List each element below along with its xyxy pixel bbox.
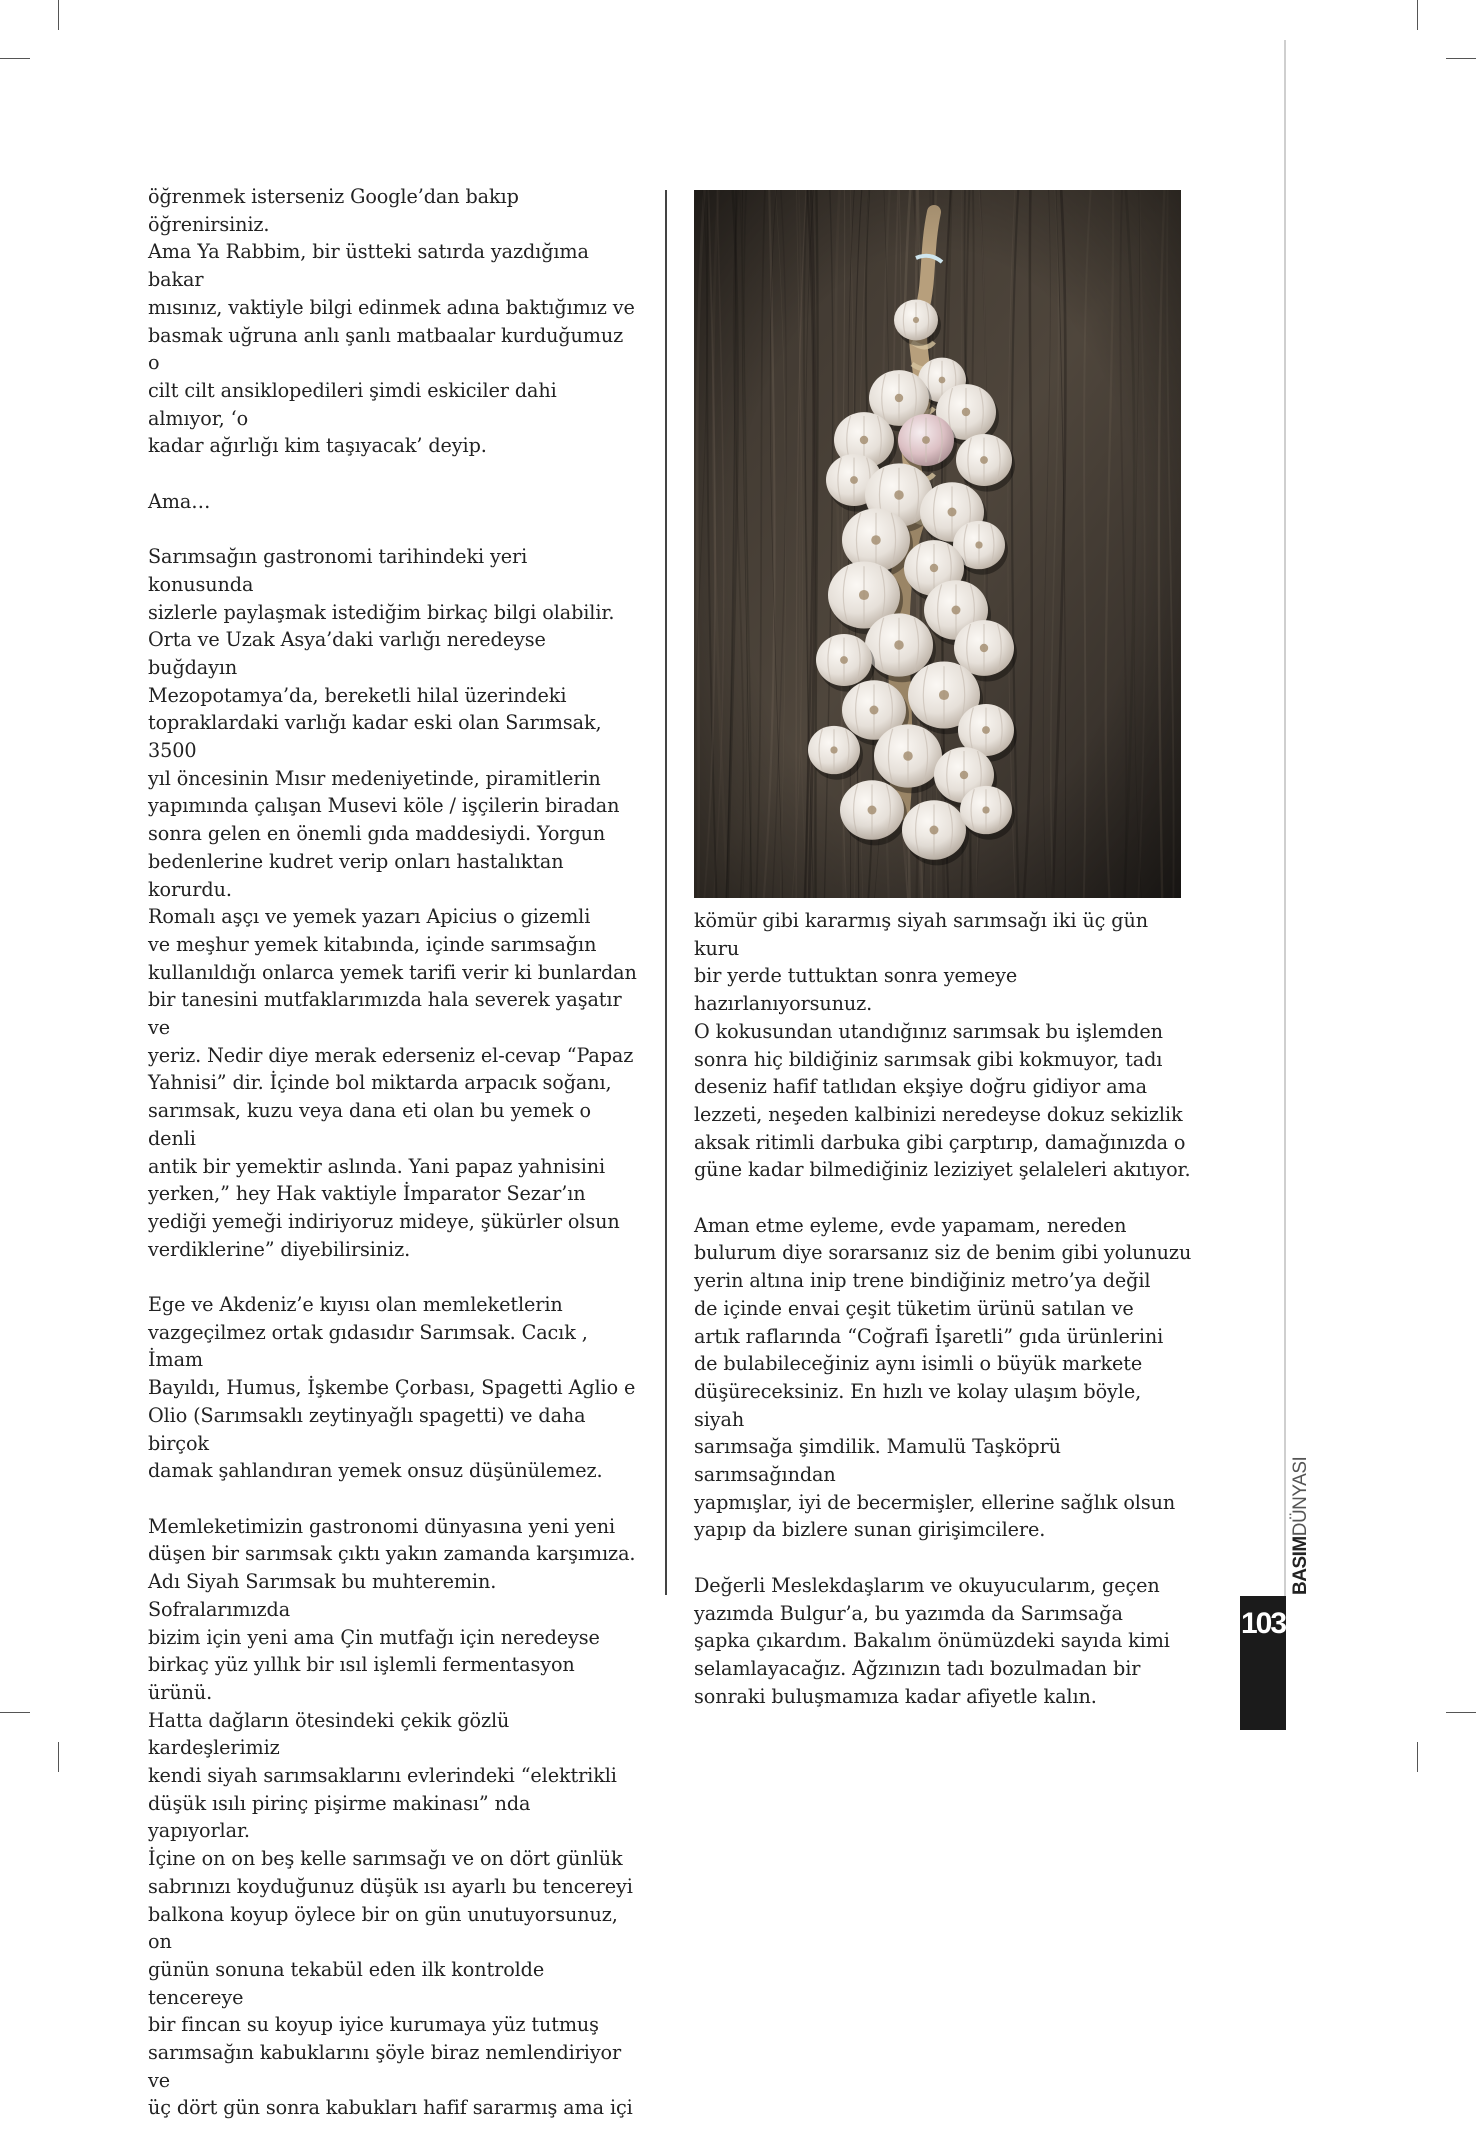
page-edge-rule [1284,40,1286,1600]
article-right-column [694,907,1194,1738]
paragraph: Ege ve Akdeniz’e kıyısı olan memleketlerin vazgeçilmez ortak gıdasıdır Sarımsak. Cacık , İmam Bayıldı, Humus, İşkembe Çorbası, Spagetti Aglio e Olio (Sarımsaklı zeytinyağlı spagetti) ve daha birçok damak şahlandıran yemek onsuz düşünülemez. [148,1291,638,1485]
magazine-name-bold: BASIM [1290,1536,1311,1595]
article-left-column [148,183,638,2150]
crop-mark [58,1742,59,1772]
crop-mark [58,0,59,30]
paragraph: Değerli Meslekdaşlarım ve okuyucularım, geçen yazımda Bulgur’a, bu yazımda da Sarımsağa şapka çıkardım. Bakalım önümüzdeki sayıda kimi selamlayacağız. Ağzınızın tadı bozulmadan bir sonraki buluşmamıza kadar afiyetle kalın. [694,1572,1194,1711]
magazine-name-light: DÜNYASI [1290,1457,1311,1537]
paragraph: öğrenmek isterseniz Google’dan bakıp öğrenirsiniz. Ama Ya Rabbim, bir üstteki satırda yazdığıma bakar mısınız, vaktiyle bilgi edinmek adına baktığımız ve basmak uğruna anlı şanlı matbaalar kurduğumuz o cilt cilt ansiklopedileri şimdi eskiciler dahi almıyor, ‘o kadar ağırlığı kim taşıyacak’ deyip. [148,183,638,460]
paragraph: Sarımsağın gastronomi tarihindeki yeri konusunda sizlerle paylaşmak istediğim birkaç bilgi olabilir. Orta ve Uzak Asya’daki varlığı neredeyse buğdayın Mezopotamya’da, bereketli hilal üzerindeki topraklardaki varlığı kadar eski olan Sarımsak, 3500 yıl öncesinin Mısır medeniyetinde, piramitlerin yapımında çalışan Musevi köle / işçilerin biradan sonra gelen en önemli gıda maddesiydi. Yorgun bedenlerine kudret verip onları hastalıktan korurdu. Romalı aşçı ve yemek yazarı Apicius o gizemli ve meşhur yemek kitabında, içinde sarımsağın kullanıldığı onlarca yemek tarifi verir ki bunlardan bir tanesini mutfaklarımızda hala severek yaşatır ve yeriz. Nedir diye merak ederseniz el-cevap “Papaz Yahnisi” dir. İçinde bol miktarda arpacık soğanı, sarımsak, kuzu veya dana eti olan bu yemek o denli antik bir yemektir aslında. Yani papaz yahnisini yerken,” hey Hak vaktiyle İmparator Sezar’ın yediği yemeği indiriyoruz mideye, şükürler olsun verdiklerine” diyebilirsiniz. [148,543,638,1263]
paragraph: kömür gibi kararmış siyah sarımsağı iki üç gün kuru bir yerde tuttuktan sonra yemeye hazırlanıyorsunuz. O kokusundan utandığınız sarımsak bu işlemden sonra hiç bildiğiniz sarımsak gibi kokmuyor, tadı deseniz hafif tatlıdan ekşiye doğru gidiyor ama lezzeti, neşeden kalbinizi neredeyse dokuz sekizlik aksak ritimli darbuka gibi çarptırıp, damağınızda o güne kadar bilmediğiniz leziziyet şelaleleri akıtıyor. [694,907,1194,1184]
page-number: 103 [1240,1608,1286,1640]
vignette [694,190,1181,898]
crop-mark [1446,1712,1476,1713]
crop-mark [0,58,30,59]
magazine-name [1288,1455,1314,1595]
crop-mark [1417,0,1418,30]
paragraph: Ama… [148,488,638,516]
crop-mark [1446,58,1476,59]
column-divider [665,190,667,1595]
crop-mark [1417,1742,1418,1772]
crop-mark [0,1712,30,1713]
garlic-braid-photo [694,190,1181,898]
paragraph: Memleketimizin gastronomi dünyasına yeni yeni düşen bir sarımsak çıktı yakın zamanda karşımıza. Adı Siyah Sarımsak bu muhteremin. Sofralarımızda bizim için yeni ama Çin mutfağı için neredeyse birkaç yüz yıllık bir ısıl işlemli fermentasyon ürünü. Hatta dağların ötesindeki çekik gözlü kardeşlerimiz kendi siyah sarımsaklarını evlerindeki “elektrikli düşük ısılı pirinç pişirme makinası” nda yapıyorlar. İçine on on beş kelle sarımsağı ve on dört günlük sabrınızı koyduğunuz düşük ısı ayarlı bu tencereyi balkona koyup öylece bir on gün unutuyorsunuz, on günün sonuna tekabül eden ilk kontrolde tencereye bir fincan su koyup iyice kurumaya yüz tutmuş sarımsağın kabuklarını şöyle biraz nemlendiriyor ve üç dört gün sonra kabukları hafif sararmış ama içi [148,1513,638,2122]
paragraph: Aman etme eyleme, evde yapamam, nereden bulurum diye sorarsanız siz de benim gibi yolunuzu yerin altına inip trene bindiğiniz metro’ya değil de içinde envai çeşit tüketim ürünü satılan ve artık raflarında “Coğrafi İşaretli” gıda ürünlerini de bulabileceğiniz aynı isimli o büyük markete düşüreceksiniz. En hızlı ve kolay ulaşım böyle, siyah sarımsağa şimdilik. Mamulü Taşköprü sarımsağından yapmışlar, iyi de becermişler, ellerine sağlık olsun yapıp da bizlere sunan girişimcilere. [694,1212,1194,1544]
page-number-box [1240,1596,1286,1730]
